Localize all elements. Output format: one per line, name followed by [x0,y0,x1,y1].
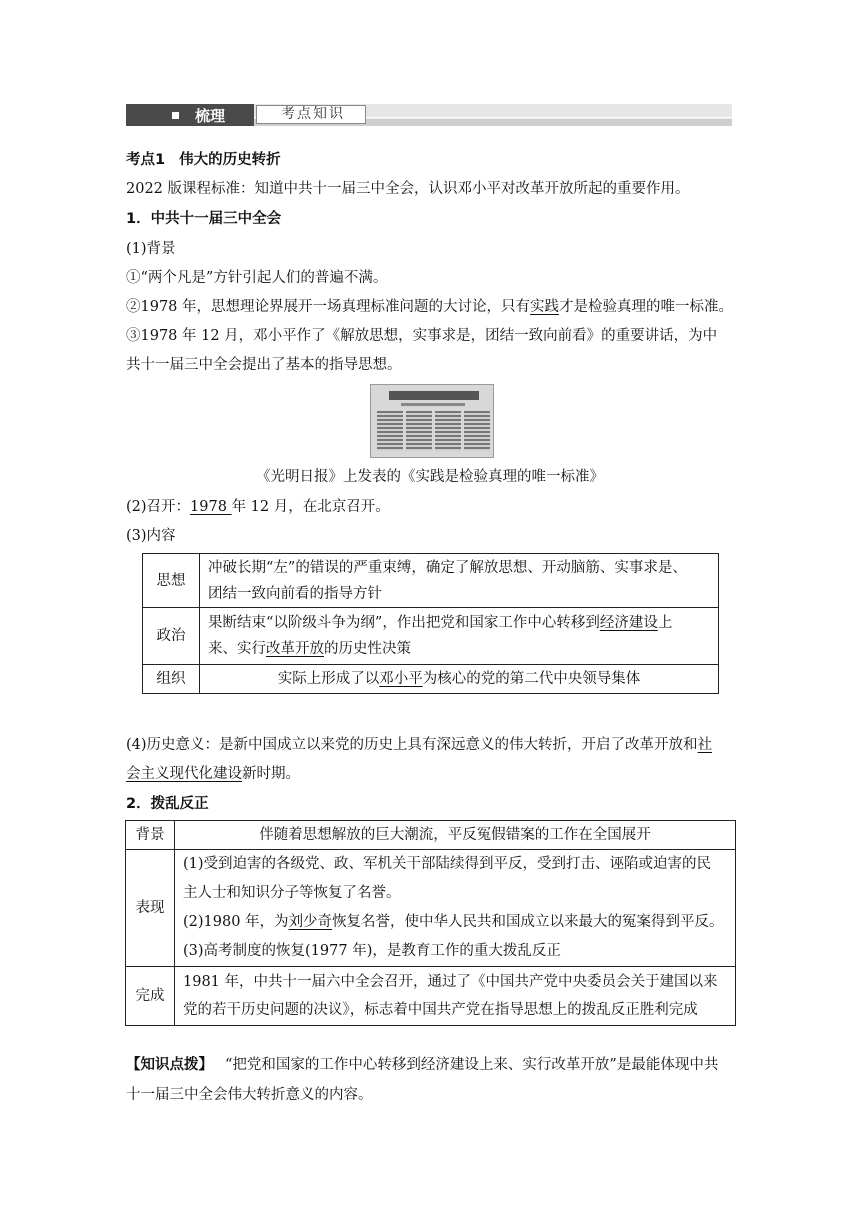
bg2-text-end: 才是检验真理的唯一标准。 [559,299,734,315]
row-label-manifestation: 表现 [126,850,175,967]
knowledge-tip-label: 【知识点拨】 [126,1057,213,1073]
politics-underlined: 改革开放 [266,641,324,657]
organization-text-end: 为核心的党的第二代中央领导集体 [422,671,641,687]
header-section-badge [126,104,254,126]
politics-text: 来、实行 [208,641,266,657]
knowledge-tip-line-2: 十一届三中全会伟大转折意义的内容。 [126,1087,373,1103]
politics-line-1 [208,610,710,636]
completion-line-2: 党的若干历史问题的决议》，标志着中国共产党在指导思想上的拨乱反正胜利完成 [183,1002,698,1018]
row-content-ideology [200,554,719,608]
kaodian-title: 伟大的历史转折 [179,152,281,168]
row-label-organization: 组织 [143,665,200,694]
background-point-3-line1: ③1978 年 12 月，邓小平作了《解放思想，实事求是，团结一致向前看》的重要讲话，为中 [126,328,718,344]
table-row [143,665,719,694]
manifestation-underlined: 刘少奇 [288,914,333,930]
ideology-line-1: 冲破长期“左”的错误的严重束缚，确定了解放思想、开动脑筋、实事求是、 [208,559,687,576]
newspaper-column [406,411,432,451]
politics-text-end: 上 [657,615,673,631]
row-content-organization [200,665,719,694]
newspaper-column [464,411,490,451]
convene-text: 年 12 月，在北京召开。 [231,499,390,515]
organization-underlined: 邓小平 [379,671,423,687]
ideology-line-2: 团结一致向前看的指导方针 [208,585,382,602]
manifestation-text: (2)1980 年，为 [183,914,289,930]
square-bullet-icon [172,112,179,119]
convene-year: 1978 [190,499,232,515]
row-content-politics [200,608,719,665]
header-tag: 考点知识 [256,105,366,124]
politics-text-end: 的历史性决策 [324,641,411,657]
curriculum-standard: 2022 版课程标准：知道中共十一届三中全会，认识邓小平对改革开放所起的重要作用。 [126,181,690,197]
manifestation-point-1-line-1: (1)受到迫害的各级党、政、军机关干部陆续得到平反，受到打击、诬陷或迫害的民 [183,856,712,872]
table-row [126,850,736,967]
convene-line [126,497,390,517]
newspaper-subline-block [401,403,465,406]
organization-text: 实际上形成了以 [277,671,380,687]
convene-label: (2)召开： [126,499,191,515]
newspaper-column [435,411,461,451]
completion-line-1: 1981 年，中共十一届六中全会召开，通过了《中国共产党中央委员会关于建国以来 [183,974,718,990]
content-label: (3)内容 [126,528,176,544]
politics-underlined: 经济建设 [599,615,658,631]
politics-line-2 [208,636,710,662]
meaning-underlined: 会主义现代化建设 [126,766,242,782]
table-row [143,608,719,665]
row-content-completion [175,967,736,1026]
rectification-table [125,820,736,1026]
section-header [126,104,732,126]
background-point-1: ①“两个凡是”方针引起人们的普遍不满。 [126,270,388,286]
meaning-text: (4)历史意义：是新中国成立以来党的历史上具有深远意义的伟大转折，开启了改革开放和 [126,737,698,753]
politics-text: 果断结束“以阶级斗争为纲”，作出把党和国家工作中心转移到 [208,615,600,631]
meaning-underlined: 社 [697,737,713,753]
bg2-text: ②1978 年，思想理论界展开一场真理标准问题的大讨论，只有 [126,299,531,315]
knowledge-tip-text: “把党和国家的工作中心转移到经济建设上来、实行改革开放”是最能体现中共 [225,1057,719,1073]
meaning-line-1 [126,735,712,755]
background-label: (1)背景 [126,241,176,257]
table-row [126,967,736,1026]
row-content-background: 伴随着思想解放的巨大潮流，平反冤假错案的工作在全国展开 [175,821,736,850]
newspaper-headline-block [389,391,479,400]
manifestation-point-3: (3)高考制度的恢复(1977 年)，是教育工作的重大拨乱反正 [183,943,561,959]
row-label-background: 背景 [126,821,175,850]
manifestation-point-1-line-2: 主人士和知识分子等恢复了名誉。 [183,885,401,901]
meaning-line-2 [126,764,300,784]
plenum-content-table [142,553,719,694]
background-point-2 [126,297,733,317]
kaodian-label: 考点1 [126,152,166,168]
table-row [126,821,736,850]
table-row [143,554,719,608]
manifestation-point-2 [183,908,727,937]
newspaper-column [377,411,403,451]
background-point-3-line2: 共十一届三中全会提出了基本的指导思想。 [126,357,402,373]
image-caption: 《光明日报》上发表的《实践是检验真理的唯一标准》 [256,469,604,485]
knowledge-tip-line-1 [126,1055,718,1075]
meaning-text-end: 新时期。 [242,766,300,782]
row-label-completion: 完成 [126,967,175,1026]
manifestation-text-end: 恢复名誉，使中华人民共和国成立以来最大的冤案得到平反。 [332,914,724,930]
row-label-politics: 政治 [143,608,200,665]
kaodian-heading [126,150,281,170]
section2-title: 2．拨乱反正 [126,796,209,812]
bg2-underlined: 实践 [530,299,560,315]
row-content-manifestation [175,850,736,967]
newspaper-image [370,384,494,458]
section1-title: 1．中共十一届三中全会 [126,211,282,227]
row-label-ideology: 思想 [143,554,200,608]
header-section-label: 梳理 [195,106,226,125]
